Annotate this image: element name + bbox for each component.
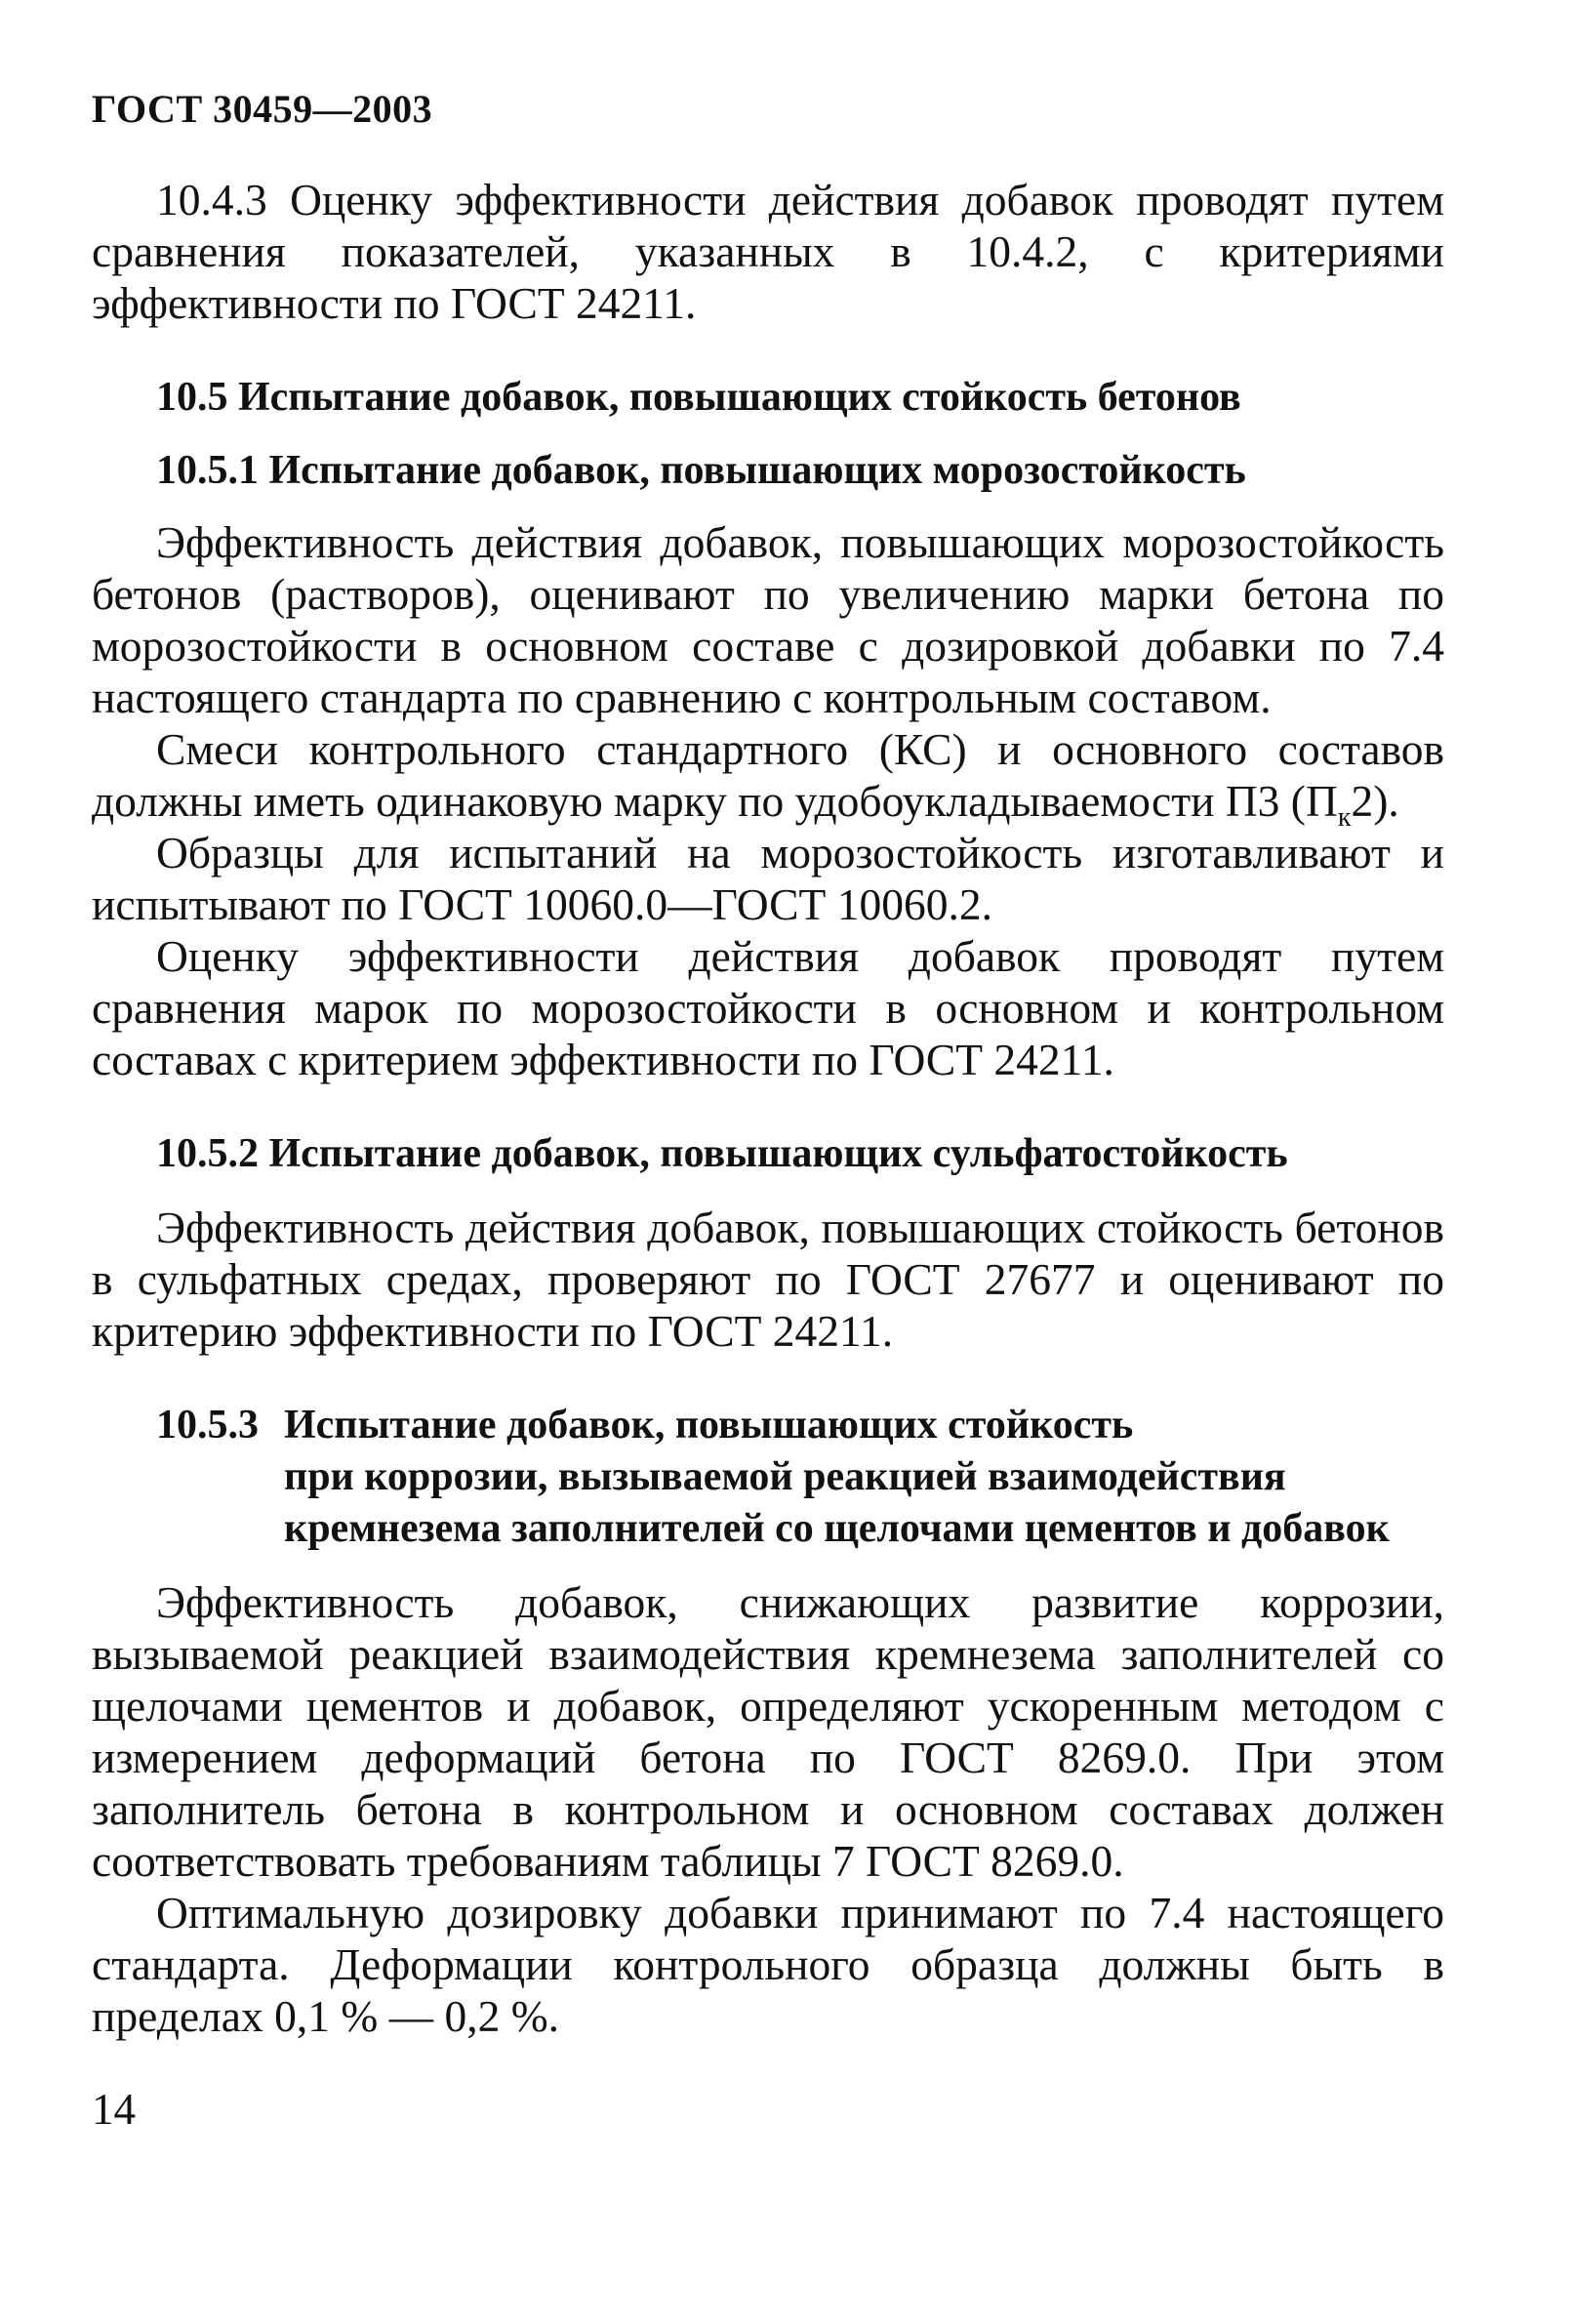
paragraph-10-4-3: 10.4.3 Оценку эффективности действия добавок проводят путем сравнения показателей, указанных в 10.4.2, с критериями эффективности по ГОСТ 24211. — [92, 175, 1444, 328]
page-number: 14 — [92, 2085, 136, 2134]
paragraph-10-5-1-d: Оценку эффективности действия добавок проводят путем сравнения марок по морозостойкости в основном и контрольном составах с критерием эффективности по ГОСТ 24211. — [92, 931, 1444, 1084]
paragraph-10-5-2: Эффективность действия добавок, повышающих стойкость бетонов в сульфатных средах, проверяют по ГОСТ 27677 и оценивают по критерию эффективности по ГОСТ 24211. — [92, 1203, 1444, 1356]
subsection-heading-10-5-3 — [156, 1400, 1444, 1555]
paragraph-10-5-1-c: Образцы для испытаний на морозостойкость изготавливают и испытывают по ГОСТ 10060.0—ГОСТ 10060.2. — [92, 828, 1444, 929]
paragraph-10-5-1-b-text: Смеси контрольного стандартного (КС) и основного составов должны иметь одинаковую марку по удобоукладываемости П3 (П — [92, 724, 1444, 826]
subscript-k: к — [1337, 802, 1352, 834]
subsection-heading-10-5-3-line-3: кремнезема заполнителей со щелочами цементов и добавок — [284, 1506, 1390, 1551]
subsection-heading-10-5-3-line-1: Испытание добавок, повышающих стойкость — [284, 1403, 1134, 1447]
subsection-heading-10-5-1: 10.5.1 Испытание добавок, повышающих морозостойкость — [156, 448, 1246, 493]
subsection-heading-10-5-2: 10.5.2 Испытание добавок, повышающих сульфатостойкость — [156, 1131, 1288, 1176]
paragraph-10-5-1-b — [92, 723, 1444, 834]
document-header: ГОСТ 30459—2003 — [92, 87, 433, 131]
subsection-heading-10-5-3-title — [284, 1400, 1390, 1555]
subsection-heading-10-5-3-line-2: при коррозии, вызываемой реакцией взаимодействия — [284, 1454, 1286, 1499]
paragraph-10-5-3-a: Эффективность добавок, снижающих развитие коррозии, вызываемой реакцией взаимодействия кремнезема заполнителей со щелочами цементов и добавок, определяют ускоренным методом с измерением деформаций бетона по ГОСТ 8269.0. При этом заполнитель бетона в контрольном и основном составах должен соответствовать требованиям таблицы 7 ГОСТ 8269.0. — [92, 1577, 1444, 1886]
document-body — [92, 174, 1444, 2042]
paragraph-10-5-1-b-end: 2). — [1351, 776, 1399, 826]
paragraph-10-5-1-a: Эффективность действия добавок, повышающих морозостойкость бетонов (растворов), оценивают по увеличению марки бетона по морозостойкости в основном составе с дозировкой добавки по 7.4 настоящего стандарта по сравнению с контрольным составом. — [92, 517, 1444, 722]
subsection-heading-10-5-3-number: 10.5.3 — [156, 1403, 259, 1447]
paragraph-10-5-3-b: Оптимальную дозировку добавки принимают по 7.4 настоящего стандарта. Деформации контрольного образца должны быть в пределах 0,1 % — 0,2 %. — [92, 1888, 1444, 2041]
section-heading-10-5: 10.5 Испытание добавок, повышающих стойкость бетонов — [156, 375, 1241, 420]
